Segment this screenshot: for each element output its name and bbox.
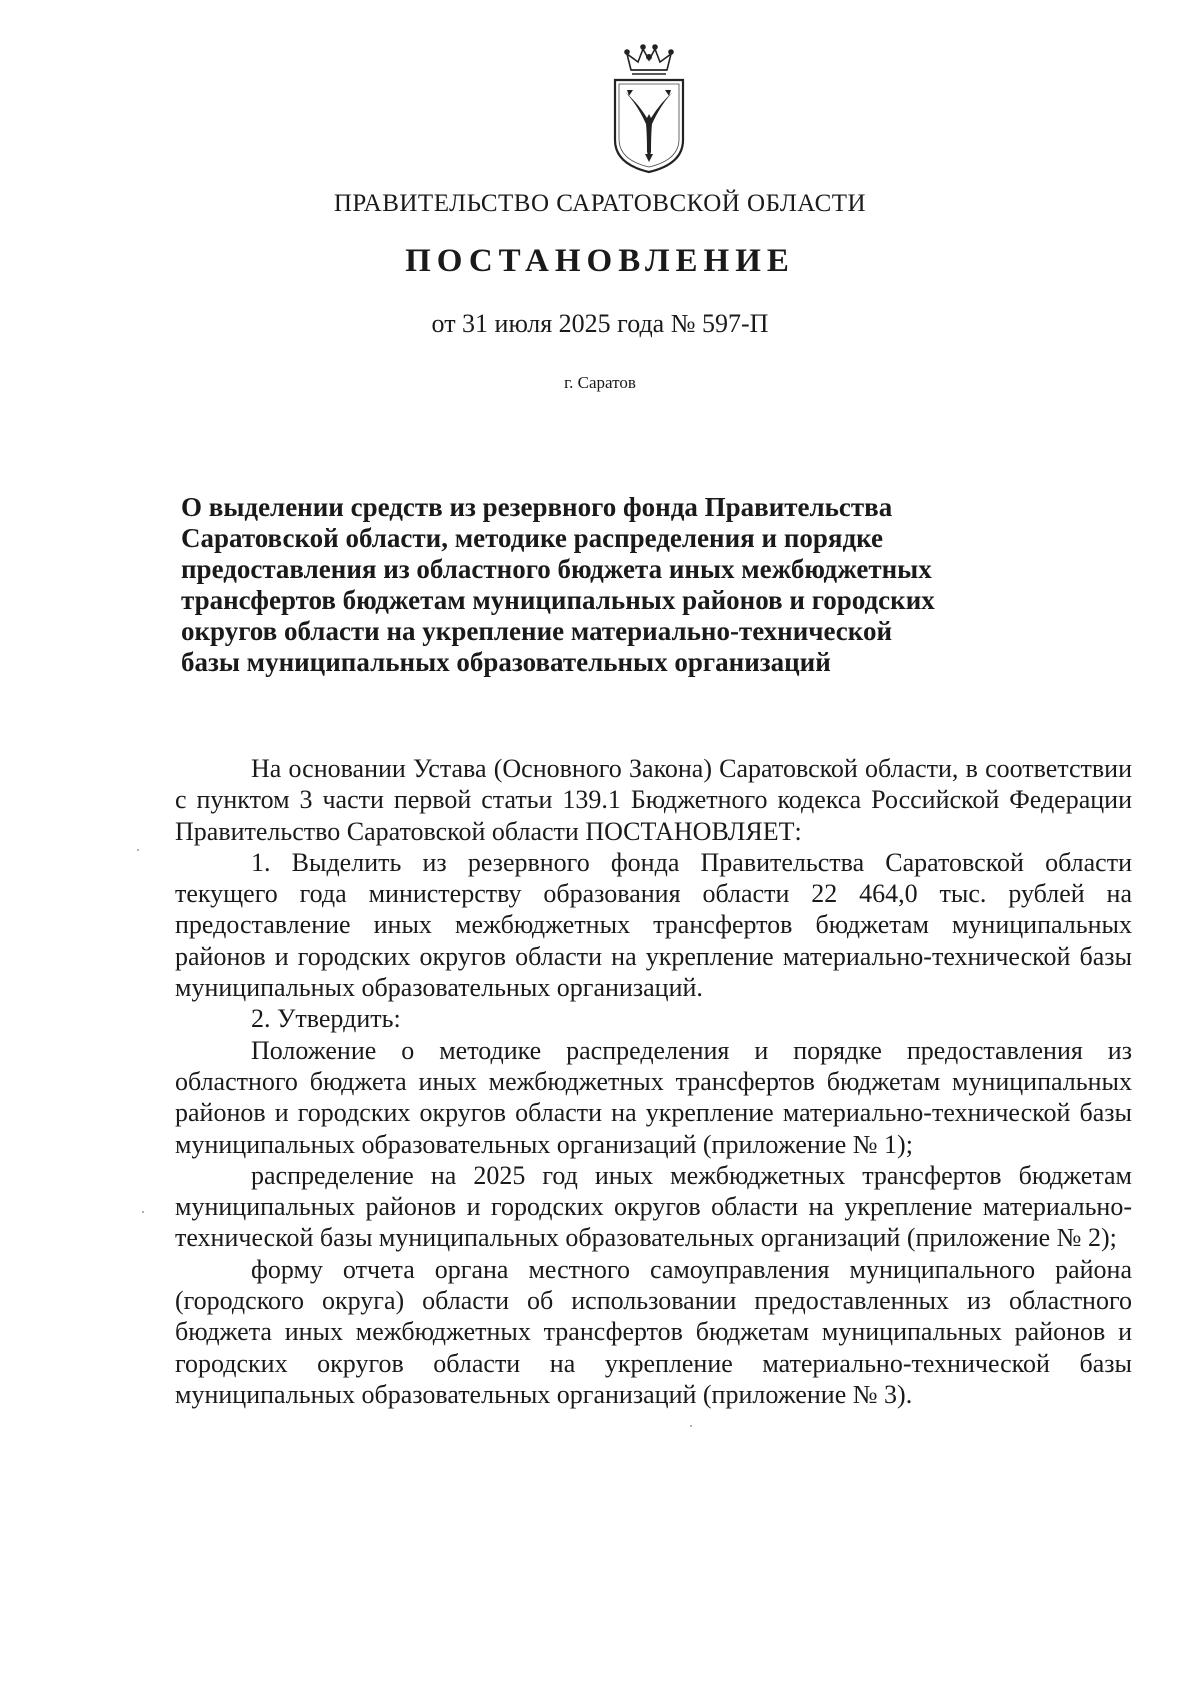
organization-name: ПРАВИТЕЛЬСТВО САРАТОВСКОЙ ОБЛАСТИ [333, 190, 867, 217]
clause-1-paragraph: 1. Выделить из резервного фонда Правительства Саратовской области текущего года министерству образования области 22 464,0 тыс. рублей на предоставление иных межбюджетных трансфертов бюджетам муниципальных районов и городских округов области на укрепление материально-технической базы муниципальных образовательных организаций. [175, 847, 1132, 1003]
approval-item-3: форму отчета органа местного самоуправления муниципального района (городского округа) области об использовании предоставленных из областного бюджета иных межбюджетных трансфертов бюджетам муниципальных районов и городских округов области на укрепление материально-технической базы муниципальных образовательных организаций (приложение № 3). [175, 1254, 1132, 1409]
document-title [181, 492, 941, 678]
scan-speck [137, 849, 139, 851]
title-line: О выделении средств из резервного фонда Правительства [181, 492, 893, 522]
preamble-paragraph: На основании Устава (Основного Закона) Саратовской области, в соответствии с пунктом 3 части первой статьи 139.1 Бюджетного кодекса Российской Федерации Правительство Саратовской области ПОСТАНОВЛЯЕТ: [175, 754, 1132, 846]
scan-speck [690, 1425, 692, 1427]
title-line: базы муниципальных образовательных организаций [181, 647, 831, 677]
title-line: предоставления из областного бюджета иных межбюджетных [181, 554, 932, 584]
title-line: трансфертов бюджетам муниципальных районов и городских [181, 585, 935, 615]
approval-item-1: Положение о методике распределения и порядке предоставления из областного бюджета иных межбюджетных трансфертов бюджетам муниципальных районов и городских округов области на укрепление материально-технической базы муниципальных образовательных организаций (приложение № 1); [175, 1035, 1132, 1159]
approval-item-2: распределение на 2025 год иных межбюджетных трансфертов бюджетам муниципальных районов и городских округов области на укрепление материально-технической базы муниципальных образовательных организаций (приложение № 2); [175, 1160, 1132, 1253]
document-date-number: от 31 июля 2025 года № 597-П [431, 309, 769, 338]
document-body [175, 753, 1132, 1410]
title-line: округов области на укрепление материально-технической [181, 616, 893, 646]
scan-speck [142, 1211, 144, 1213]
clause-2-paragraph: 2. Утвердить: [251, 1004, 401, 1034]
document-city: г. Саратов [564, 373, 636, 392]
title-line: Саратовской области, методике распределения и порядке [181, 523, 884, 553]
coat-of-arms-emblem [609, 44, 689, 176]
document-type-heading: ПОСТАНОВЛЕНИЕ [405, 243, 795, 279]
